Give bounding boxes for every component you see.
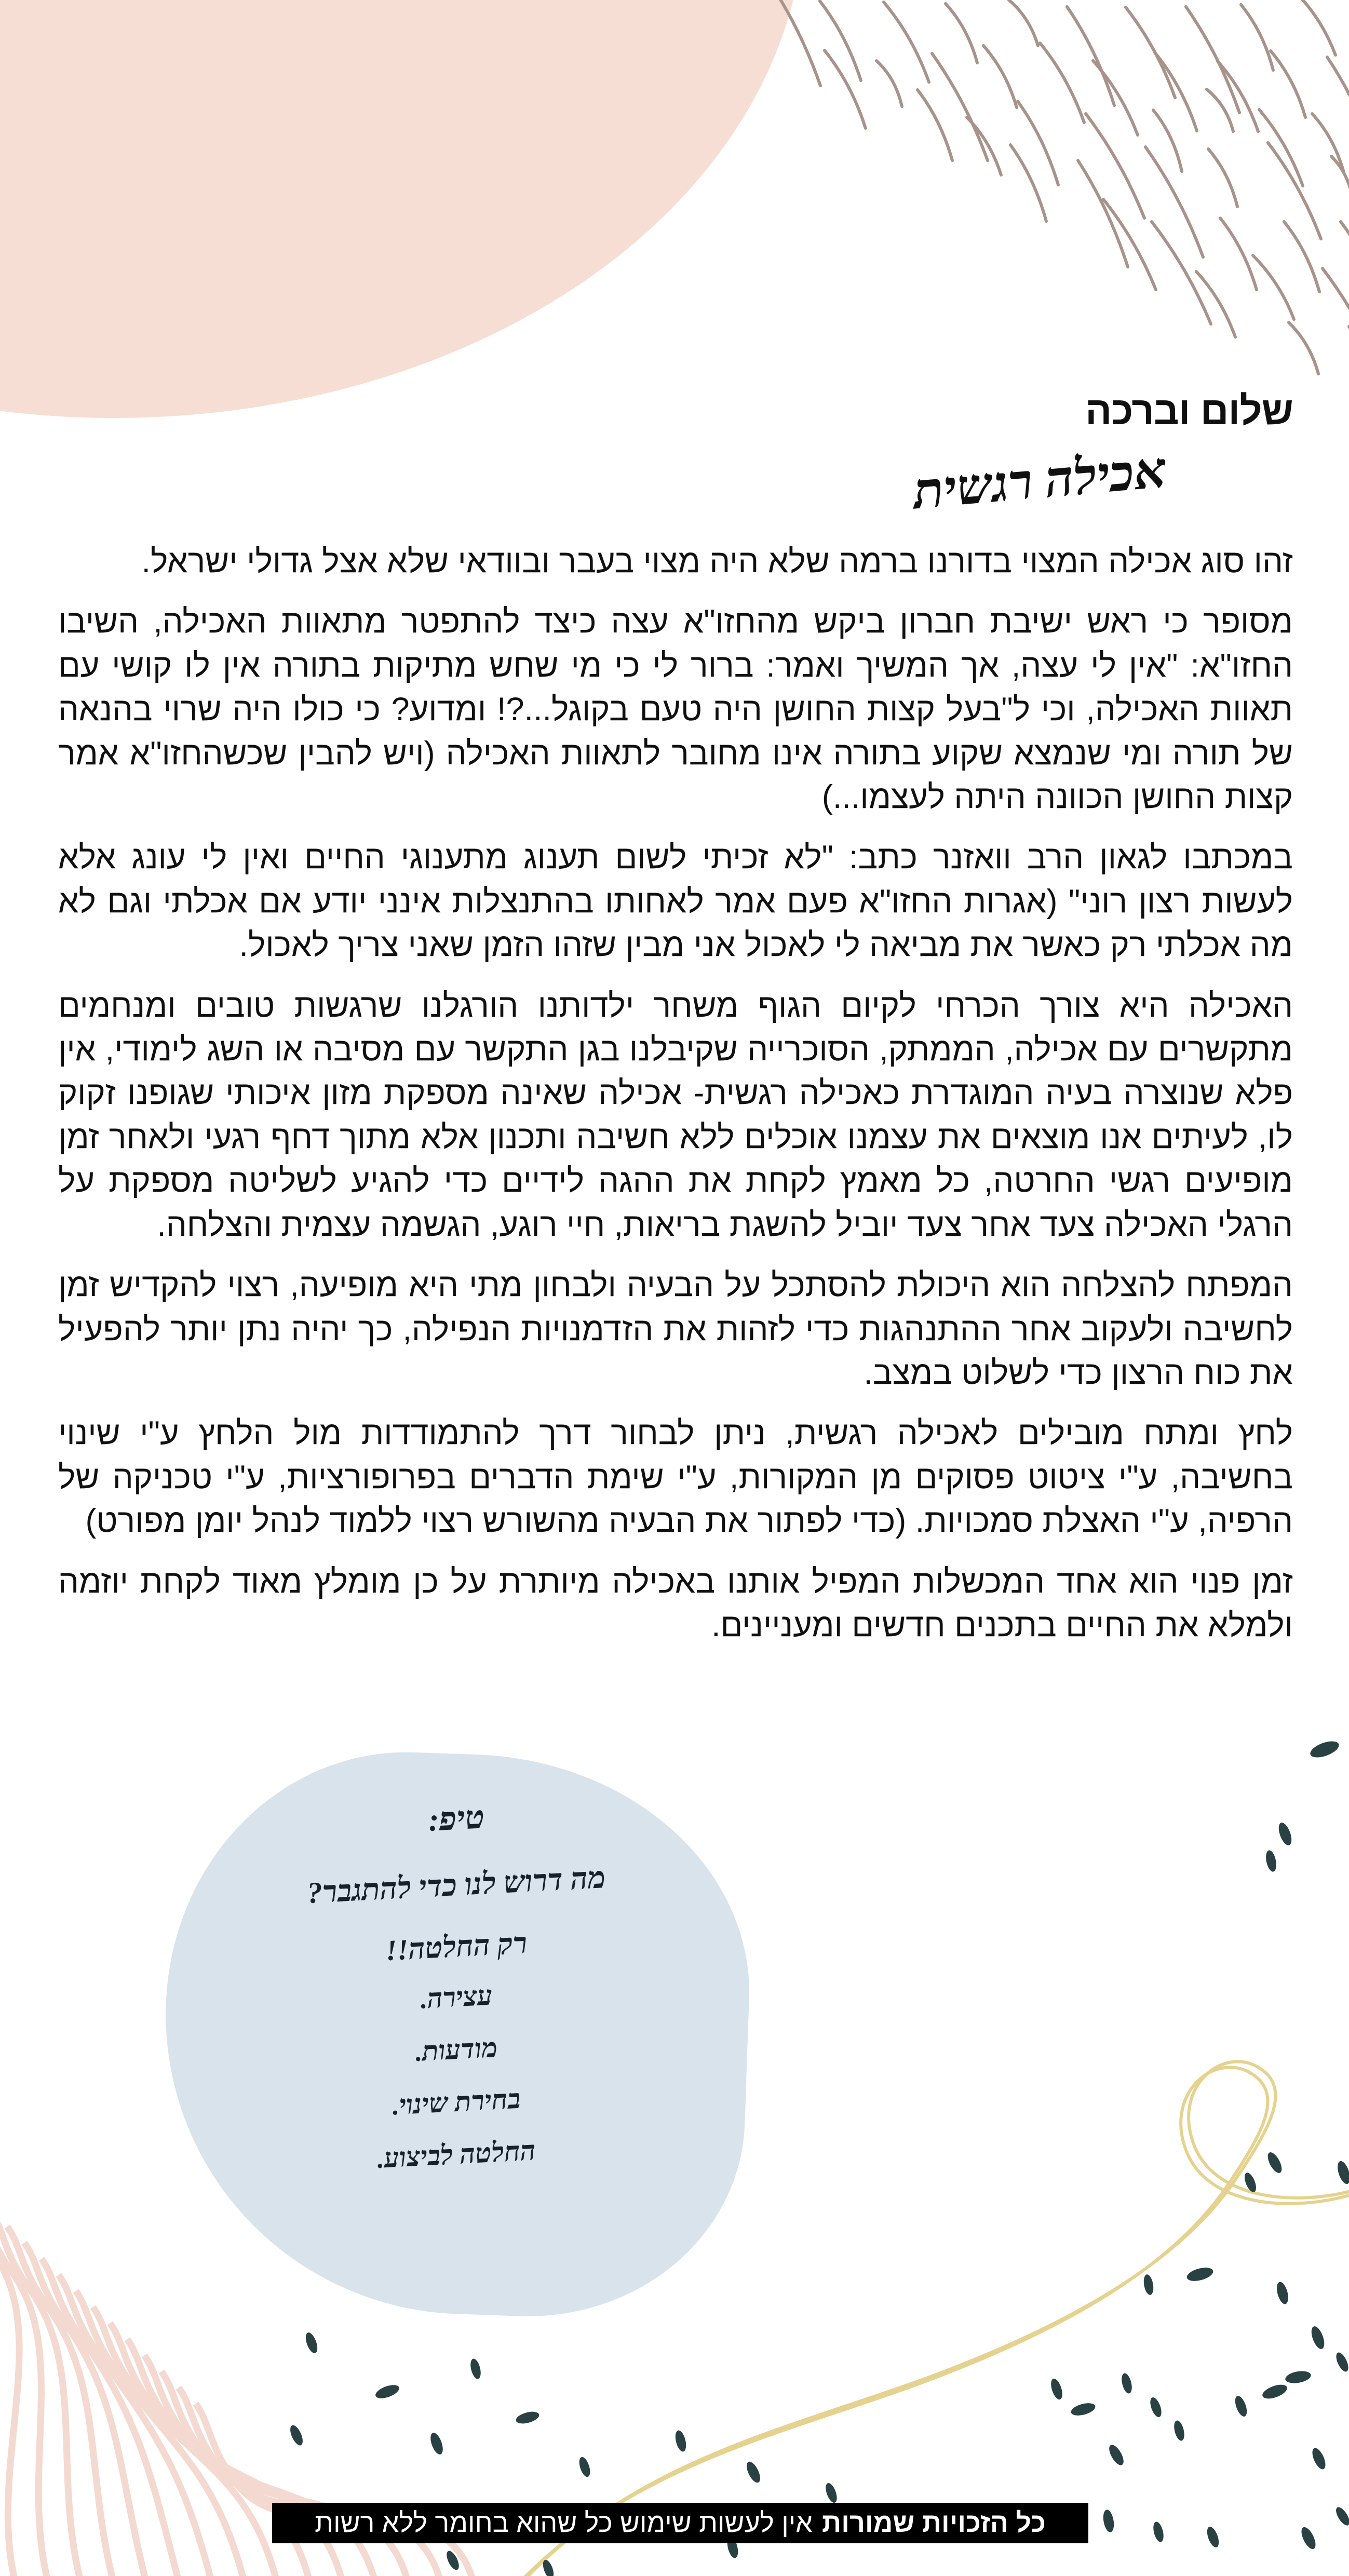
paragraph: זמן פנוי הוא אחד המכשלות המפיל אותנו באכילה מיותרת על כן מומלץ מאוד לקחת יוזמה ולמלא את החיים בתכנים חדשים ומעניינים. [58,1563,1293,1643]
article-body [58,540,1293,1647]
subtitle-wrap [58,441,1166,519]
tip-line: עצירה. [420,1981,493,2015]
paragraph: המפתח להצלחה הוא היכולת להסתכל על הבעיה ולבחון מתי היא מופיעה, רצוי להקדיש זמן לחשיבה ולעקוב אחר ההתנהגות כדי לזהות את הזדמנויות הנפילה, כך יהיה נתן יותר להפעיל את כוח הרצון כדי לשלוט במצב. [58,1267,1293,1391]
copyright-bar [272,2503,1088,2543]
copyright-bold: כל הזכויות שמורות [821,2508,1046,2538]
tip-box [165,1801,748,2192]
handwritten-subtitle: אכילה רגשית [910,442,1168,520]
tip-line: החלטה לביצוע. [376,2136,536,2174]
paragraph: במכתבו לגאון הרב וואזנר כתב: "לא זכיתי לשום תענוג מתענוגי החיים ואין לי עונג אלא לעשות רצון רוני" (אגרות החזו"א פעם אמר לאחותו בהתנצלות אינני יודע אם אכלתי וגם לא מה אכלתי רק כאשר את מביאה לי לאכול אני מבין שזהו הזמן שאני צריך לאכול. [58,839,1293,964]
paragraph: זהו סוג אכילה המצוי בדורנו ברמה שלא היה מצוי בעבר ובוודאי שלא אצל גדולי ישראל. [141,543,1293,579]
paragraph: האכילה היא צורך הכרחי לקיום הגוף משחר ילדותנו הורגלנו שרגשות טובים ומנחמים מתקשרים עם אכילה, הממתק, הסוכרייה שקיבלנו בגן התקשר עם מסיבה או השג לימודי, אין פלא שנוצרה בעיה המוגדרת כאכילה רגשית- אכילה שאינה מספקת מזון איכותי שגופנו זקוק לו, לעיתים אנו מוצאים את עצמנו אוכלים ללא חשיבה ותכנון אלא מתוך דחף רגעי ולאחר זמן מופיעים רגשי החרטה, כל מאמץ לקחת את ההגה לידיים כדי להגיע לשליטה מספקת על הרגלי האכילה צעד אחר צעד יוביל להשגת בריאות, חיי רוגע, הגשמה עצמית והצלחה. [58,987,1293,1243]
tip-title: טיפ: [427,1800,485,1838]
copyright-text: אין לעשות שימוש כל שהוא בחומר ללא רשות [315,2508,813,2538]
paragraph: מסופר כי ראש ישיבת חברון ביקש מהחזו"א עצה כיצד להתפטר מתאוות האכילה, השיבו החזו"א: "אין לי עצה, אך המשיך ואמר: ברור לי כי מי שחש מתיקות בתורה אין לו קושי עם תאוות האכילה, וכי ל"בעל קצות החושן היה טעם בקוגל...?! ומדוע? כי כולו היה שרוי בהנאה של תורה ומי שנמצא שקוע בתורה אינו מחובר לתאוות האכילה (ויש להבין שכשהחזו"א אמר קצות החושן הכוונה היתה לעצמו...) [58,603,1293,816]
hatch-pattern [767,0,1349,435]
tip-line: מה דרוש לנו כדי להתגבר? [306,1860,606,1910]
blush-circle [0,0,805,418]
paragraph: לחץ ומתח מובילים לאכילה רגשית, ניתן לבחור דרך להתמודדות מול הלחץ ע"י שינוי בחשיבה, ע"י ציטוט פסוקים מן המקורות, ע"י שימת הדברים בפרופורציות, ע"י טכניקה של הרפיה, ע"י האצלת סמכויות. (כדי לפתור את הבעיה מהשורש רצוי ללמוד לנהל יומן מפורט) [58,1415,1293,1540]
tip-line: מודעות. [414,2033,498,2068]
greeting-title: שלום וברכה [1085,389,1293,433]
main-text-column [58,388,1293,1664]
tip-line: בחירת שינוי. [392,2084,521,2121]
tip-line: רק החלטה!! [385,1927,528,1967]
